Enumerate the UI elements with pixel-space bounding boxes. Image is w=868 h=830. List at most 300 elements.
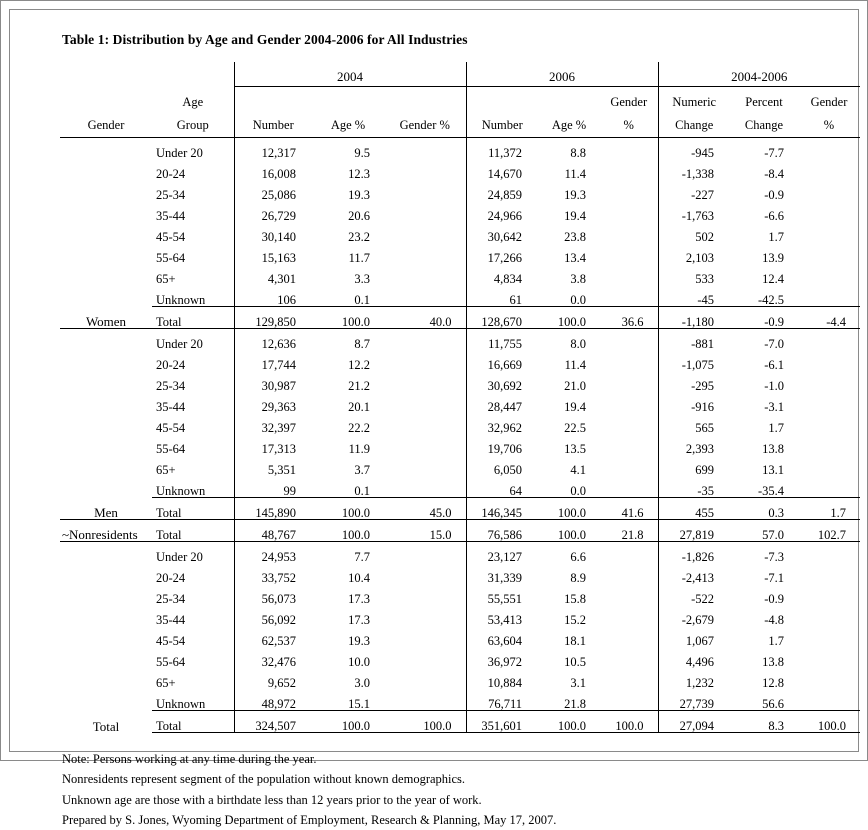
cell-gender-change <box>798 350 860 371</box>
cell-number-2004: 324,507 <box>234 711 312 733</box>
table-row <box>60 520 860 542</box>
cell-age-pct-2006: 8.9 <box>570 570 586 585</box>
cell-percent-change: -35.4 <box>757 483 784 498</box>
cell-gender-pct-2006 <box>600 563 658 584</box>
cell-age-group: 25-34 <box>156 378 186 393</box>
cell-percent-change: 12.8 <box>762 675 784 690</box>
cell-gender-pct-2006 <box>600 138 658 160</box>
cell-percent-change: 13.8 <box>762 654 784 669</box>
cell-age-pct-2006: 19.4 <box>564 208 586 223</box>
cell-number-2006: 11,755 <box>466 329 538 351</box>
cell-age-group: 55-64 <box>156 441 186 456</box>
cell-age-pct-2006: 13.4 <box>564 250 586 265</box>
cell-age-pct-2004: 20.6 <box>348 208 370 223</box>
cell-number-2004: 25,086 <box>234 180 312 201</box>
table-notes <box>60 749 820 830</box>
cell-number-2006: 14,670 <box>466 159 538 180</box>
cell-gender-pct-2006 <box>600 668 658 689</box>
section-label-total: Total <box>60 542 152 733</box>
group-header-change: 2004-2006 <box>658 62 860 87</box>
cell-percent-change: -7.1 <box>764 570 784 585</box>
cell-number-2006: 128,670 <box>466 307 538 329</box>
cell-numeric-change: 699 <box>658 455 730 476</box>
cell-numeric-change: -522 <box>658 584 730 605</box>
cell-numeric-change: -2,679 <box>658 605 730 626</box>
cell-gender-change <box>798 285 860 307</box>
cell-gender-pct-2004 <box>384 371 466 392</box>
cell-gender-pct-2006: 36.6 <box>600 307 658 329</box>
cell-number-2006: 28,447 <box>466 392 538 413</box>
cell-gender-pct-2004 <box>384 434 466 455</box>
cell-age-pct-2006: 11.4 <box>564 357 586 372</box>
table-row <box>60 371 860 392</box>
note-line: Prepared by S. Jones, Wyoming Department of Employment, Research & Planning, May 17, 2007. <box>62 812 557 827</box>
blank-cell <box>60 87 152 111</box>
column-header-row-1 <box>60 87 860 111</box>
blank-cell <box>312 87 384 111</box>
cell-percent-change: -0.9 <box>764 591 784 606</box>
cell-number-2004: 62,537 <box>234 626 312 647</box>
note-line: Note: Persons working at any time during the year. <box>62 752 317 766</box>
cell-age-pct-2004: 20.1 <box>348 399 370 414</box>
cell-number-2004: 32,397 <box>234 413 312 434</box>
cell-number-2004: 24,953 <box>234 542 312 564</box>
col-head-gender-change-line2: % <box>823 117 835 132</box>
section-label-men: Men <box>60 329 152 520</box>
document-inner-frame <box>9 9 859 827</box>
cell-percent-change: -4.8 <box>764 612 784 627</box>
cell-number-2004: 16,008 <box>234 159 312 180</box>
blank-cell <box>152 62 234 87</box>
table-row <box>60 434 860 455</box>
table-header-group <box>60 62 860 138</box>
cell-numeric-change: 2,103 <box>658 243 730 264</box>
cell-number-2006: 36,972 <box>466 647 538 668</box>
cell-age-pct-2006: 11.4 <box>564 166 586 181</box>
cell-number-2004: 15,163 <box>234 243 312 264</box>
cell-age-pct-2006: 10.5 <box>564 654 586 669</box>
distribution-table <box>60 62 860 733</box>
table-row <box>60 350 860 371</box>
table-row <box>60 243 860 264</box>
cell-number-2006: 11,372 <box>466 138 538 160</box>
cell-age-pct-2006: 19.4 <box>564 399 586 414</box>
cell-number-2004: 12,317 <box>234 138 312 160</box>
cell-gender-pct-2006 <box>600 455 658 476</box>
cell-percent-change: 1.7 <box>768 229 784 244</box>
cell-age-group: 65+ <box>156 462 176 477</box>
cell-numeric-change: 27,739 <box>658 689 730 711</box>
cell-age-pct-2004: 0.1 <box>354 292 370 307</box>
table-row <box>60 138 860 160</box>
cell-gender-change: 100.0 <box>798 711 860 733</box>
col-head-age-group-line2: Group <box>176 117 209 132</box>
cell-gender-pct-2004 <box>384 647 466 668</box>
table-row <box>60 159 860 180</box>
cell-gender-change <box>798 605 860 626</box>
cell-age-group: 35-44 <box>156 612 186 627</box>
cell-number-2006: 10,884 <box>466 668 538 689</box>
cell-age-pct-2004: 0.1 <box>354 483 370 498</box>
cell-percent-change: 57.0 <box>730 520 798 542</box>
cell-gender-change <box>798 434 860 455</box>
cell-percent-change: 0.3 <box>730 498 798 520</box>
cell-age-group: 65+ <box>156 271 176 286</box>
cell-number-2006: 63,604 <box>466 626 538 647</box>
cell-number-2004: 12,636 <box>234 329 312 351</box>
cell-number-2006: 16,669 <box>466 350 538 371</box>
cell-age-group: Total <box>152 711 234 733</box>
cell-gender-pct-2006 <box>600 159 658 180</box>
cell-percent-change: 13.8 <box>762 441 784 456</box>
cell-gender-pct-2004 <box>384 605 466 626</box>
note-line: Nonresidents represent segment of the population without known demographics. <box>62 772 466 787</box>
cell-gender-pct-2004 <box>384 350 466 371</box>
col-head-percent-change-line2: Change <box>744 117 784 132</box>
table-row <box>60 498 860 520</box>
cell-age-group: 45-54 <box>156 420 186 435</box>
cell-age-pct-2006: 13.5 <box>564 441 586 456</box>
cell-gender-pct-2004 <box>384 626 466 647</box>
table-row <box>60 201 860 222</box>
cell-number-2006: 55,551 <box>466 584 538 605</box>
cell-percent-change: -6.1 <box>764 357 784 372</box>
cell-numeric-change: -1,180 <box>658 307 730 329</box>
cell-age-pct-2004: 100.0 <box>312 711 384 733</box>
table-row <box>60 285 860 307</box>
cell-number-2006: 4,834 <box>466 264 538 285</box>
cell-gender-pct-2004 <box>384 455 466 476</box>
cell-age-pct-2004: 12.3 <box>348 166 370 181</box>
column-header-row-2 <box>60 110 860 133</box>
cell-number-2006: 76,711 <box>466 689 538 711</box>
cell-age-pct-2006: 0.0 <box>570 292 586 307</box>
cell-age-pct-2004: 11.7 <box>348 250 370 265</box>
table-row <box>60 647 860 668</box>
col-head-numeric-change-line1: Numeric <box>658 87 730 111</box>
col-head-gender: Gender <box>87 117 125 132</box>
cell-age-group: 65+ <box>156 675 176 690</box>
cell-age-pct-2004: 3.3 <box>354 271 370 286</box>
cell-gender-change <box>798 668 860 689</box>
cell-gender-pct-2004 <box>384 413 466 434</box>
cell-age-pct-2004: 10.4 <box>348 570 370 585</box>
cell-percent-change: -8.4 <box>764 166 784 181</box>
cell-gender-pct-2004 <box>384 285 466 307</box>
cell-gender-change <box>798 159 860 180</box>
cell-age-pct-2004: 19.3 <box>348 187 370 202</box>
cell-number-2006: 64 <box>466 476 538 498</box>
cell-age-pct-2006: 3.8 <box>570 271 586 286</box>
table-row <box>60 264 860 285</box>
cell-age-pct-2006: 8.8 <box>570 145 586 160</box>
cell-gender-pct-2006: 100.0 <box>600 711 658 733</box>
cell-age-pct-2004: 21.2 <box>348 378 370 393</box>
cell-numeric-change: -35 <box>658 476 730 498</box>
cell-age-pct-2006: 15.8 <box>564 591 586 606</box>
cell-age-pct-2006: 0.0 <box>570 483 586 498</box>
cell-age-pct-2004: 8.7 <box>312 329 384 351</box>
cell-numeric-change: -45 <box>658 285 730 307</box>
cell-age-group: 45-54 <box>156 633 186 648</box>
cell-age-group: Under 20 <box>152 329 234 351</box>
table-row <box>60 455 860 476</box>
cell-gender-pct-2004: 45.0 <box>384 498 466 520</box>
cell-gender-pct-2004: 40.0 <box>384 307 466 329</box>
col-head-age-group-line1: Age <box>182 94 204 109</box>
group-header-2006: 2006 <box>466 62 658 87</box>
cell-gender-pct-2004 <box>384 689 466 711</box>
cell-age-pct-2004: 100.0 <box>312 520 384 542</box>
cell-gender-pct-2006 <box>600 542 658 564</box>
cell-gender-pct-2004: 100.0 <box>384 711 466 733</box>
cell-gender-pct-2006 <box>600 476 658 498</box>
table-row <box>60 329 860 351</box>
cell-gender-pct-2006 <box>600 243 658 264</box>
col-head-gender-pct-2006-line1: Gender <box>610 94 648 109</box>
cell-percent-change: 13.1 <box>762 462 784 477</box>
cell-number-2004: 48,972 <box>234 689 312 711</box>
col-head-gender-change-line1: Gender <box>810 94 848 109</box>
cell-number-2006: 31,339 <box>466 563 538 584</box>
cell-gender-pct-2006 <box>600 285 658 307</box>
cell-age-pct-2006: 21.8 <box>564 696 586 711</box>
cell-gender-pct-2006: 21.8 <box>600 520 658 542</box>
cell-numeric-change: 1,232 <box>658 668 730 689</box>
cell-gender-pct-2004 <box>384 159 466 180</box>
cell-numeric-change: 502 <box>658 222 730 243</box>
cell-age-group: Unknown <box>156 483 206 498</box>
col-head-percent-change-line1: Percent <box>745 94 783 109</box>
cell-percent-change: -3.1 <box>764 399 784 414</box>
col-head-gender-pct-2004: Gender % <box>399 117 450 132</box>
cell-numeric-change: -916 <box>658 392 730 413</box>
cell-numeric-change: -1,075 <box>658 350 730 371</box>
cell-age-pct-2004: 12.2 <box>348 357 370 372</box>
cell-gender-pct-2006 <box>600 647 658 668</box>
cell-gender-change <box>798 584 860 605</box>
col-head-number-2006: Number <box>466 110 538 133</box>
cell-age-pct-2006: 3.1 <box>570 675 586 690</box>
cell-gender-change: -4.4 <box>798 307 860 329</box>
table-body <box>60 138 860 733</box>
cell-gender-change <box>798 392 860 413</box>
table-row <box>60 307 860 329</box>
cell-age-group: 20-24 <box>156 166 186 181</box>
cell-age-pct-2006: 21.0 <box>564 378 586 393</box>
cell-percent-change: -1.0 <box>764 378 784 393</box>
cell-gender-pct-2006: 41.6 <box>600 498 658 520</box>
cell-number-2006: 351,601 <box>466 711 538 733</box>
cell-number-2006: 76,586 <box>466 520 538 542</box>
section-label-nonresidents: ~Nonresidents <box>60 520 152 542</box>
cell-age-group: 25-34 <box>156 591 186 606</box>
cell-gender-pct-2004 <box>384 138 466 160</box>
cell-age-pct-2006: 6.6 <box>538 542 600 564</box>
cell-gender-pct-2004 <box>384 243 466 264</box>
cell-gender-change <box>798 243 860 264</box>
cell-percent-change: 1.7 <box>768 633 784 648</box>
cell-age-pct-2006: 100.0 <box>538 711 600 733</box>
cell-number-2006: 24,966 <box>466 201 538 222</box>
cell-number-2006: 23,127 <box>466 542 538 564</box>
cell-age-pct-2004: 11.9 <box>348 441 370 456</box>
section-label-women: Women <box>85 314 127 329</box>
cell-number-2004: 106 <box>234 285 312 307</box>
cell-gender-pct-2004 <box>384 542 466 564</box>
cell-gender-change <box>798 371 860 392</box>
cell-gender-change <box>798 455 860 476</box>
cell-number-2004: 99 <box>234 476 312 498</box>
cell-gender-pct-2004 <box>384 180 466 201</box>
cell-gender-change: 102.7 <box>798 520 860 542</box>
cell-gender-pct-2006 <box>600 413 658 434</box>
table-row <box>60 711 860 733</box>
cell-numeric-change: 27,094 <box>658 711 730 733</box>
cell-gender-pct-2006 <box>600 222 658 243</box>
cell-age-group: Total <box>152 307 234 329</box>
table-row <box>60 542 860 564</box>
cell-gender-pct-2004 <box>384 264 466 285</box>
cell-age-pct-2004: 17.3 <box>348 591 370 606</box>
cell-number-2004: 145,890 <box>234 498 312 520</box>
cell-numeric-change: -945 <box>658 138 730 160</box>
cell-number-2006: 17,266 <box>466 243 538 264</box>
table-row <box>60 180 860 201</box>
cell-percent-change: 13.9 <box>762 250 784 265</box>
col-head-numeric-change-line2: Change <box>658 110 730 133</box>
cell-numeric-change: -227 <box>658 180 730 201</box>
cell-number-2004: 5,351 <box>234 455 312 476</box>
blank-cell <box>384 87 466 111</box>
blank-cell <box>466 87 538 111</box>
cell-gender-pct-2004 <box>384 392 466 413</box>
cell-numeric-change: 1,067 <box>658 626 730 647</box>
cell-number-2006: 19,706 <box>466 434 538 455</box>
cell-number-2006: 61 <box>466 285 538 307</box>
cell-gender-change <box>798 626 860 647</box>
cell-age-pct-2004: 3.7 <box>354 462 370 477</box>
blank-cell <box>234 87 312 111</box>
col-head-age-pct-2004: Age % <box>330 117 366 132</box>
col-head-number-2004: Number <box>234 110 312 133</box>
cell-numeric-change: 27,819 <box>658 520 730 542</box>
cell-gender-pct-2006 <box>600 605 658 626</box>
cell-numeric-change: 2,393 <box>658 434 730 455</box>
cell-number-2006: 30,692 <box>466 371 538 392</box>
cell-numeric-change: -2,413 <box>658 563 730 584</box>
cell-number-2006: 146,345 <box>466 498 538 520</box>
cell-numeric-change: 565 <box>658 413 730 434</box>
cell-age-pct-2004: 10.0 <box>348 654 370 669</box>
cell-age-pct-2006: 19.3 <box>564 187 586 202</box>
cell-age-group: Total <box>152 520 234 542</box>
cell-percent-change: 8.3 <box>730 711 798 733</box>
cell-gender-pct-2006 <box>600 350 658 371</box>
cell-percent-change: -7.3 <box>730 542 798 564</box>
cell-age-group: 20-24 <box>156 570 186 585</box>
cell-number-2004: 33,752 <box>234 563 312 584</box>
cell-percent-change: -7.0 <box>730 329 798 351</box>
cell-age-group: Under 20 <box>152 542 234 564</box>
cell-percent-change: -0.9 <box>730 307 798 329</box>
cell-gender-pct-2006 <box>600 392 658 413</box>
cell-gender-change <box>798 222 860 243</box>
cell-age-pct-2004: 100.0 <box>312 307 384 329</box>
cell-age-pct-2004: 19.3 <box>348 633 370 648</box>
cell-numeric-change: -1,826 <box>658 542 730 564</box>
table-row <box>60 413 860 434</box>
cell-number-2004: 9,652 <box>234 668 312 689</box>
cell-gender-pct-2006 <box>600 180 658 201</box>
cell-gender-pct-2004: 15.0 <box>384 520 466 542</box>
cell-number-2004: 17,744 <box>234 350 312 371</box>
cell-number-2004: 30,140 <box>234 222 312 243</box>
table-row <box>60 605 860 626</box>
cell-percent-change: -6.6 <box>764 208 784 223</box>
cell-gender-pct-2006 <box>600 626 658 647</box>
cell-age-pct-2004: 17.3 <box>348 612 370 627</box>
cell-age-pct-2006: 23.8 <box>564 229 586 244</box>
cell-number-2006: 53,413 <box>466 605 538 626</box>
blank-cell <box>60 62 152 87</box>
cell-number-2006: 30,642 <box>466 222 538 243</box>
group-header-row <box>60 62 860 87</box>
cell-number-2006: 6,050 <box>466 455 538 476</box>
cell-number-2006: 24,859 <box>466 180 538 201</box>
cell-age-group: 20-24 <box>156 357 186 372</box>
cell-age-pct-2004: 15.1 <box>348 696 370 711</box>
cell-age-pct-2006: 4.1 <box>570 462 586 477</box>
table-title: Table 1: Distribution by Age and Gender 2004-2006 for All Industries <box>62 32 468 47</box>
cell-number-2004: 32,476 <box>234 647 312 668</box>
col-head-gender-pct-2006-line2: % <box>623 117 634 132</box>
cell-age-group: 25-34 <box>156 187 186 202</box>
cell-number-2004: 56,073 <box>234 584 312 605</box>
cell-age-pct-2006: 100.0 <box>538 498 600 520</box>
cell-gender-change <box>798 476 860 498</box>
cell-number-2006: 32,962 <box>466 413 538 434</box>
cell-numeric-change: 533 <box>658 264 730 285</box>
cell-gender-pct-2006 <box>600 371 658 392</box>
cell-age-pct-2006: 8.0 <box>538 329 600 351</box>
cell-number-2004: 30,987 <box>234 371 312 392</box>
cell-gender-change <box>798 413 860 434</box>
cell-age-group: 55-64 <box>156 250 186 265</box>
cell-number-2004: 29,363 <box>234 392 312 413</box>
cell-percent-change: 12.4 <box>762 271 784 286</box>
note-line: Unknown age are those with a birthdate less than 12 years prior to the year of work. <box>62 792 482 807</box>
table-row <box>60 584 860 605</box>
cell-gender-pct-2006 <box>600 201 658 222</box>
table-row <box>60 563 860 584</box>
cell-age-pct-2004: 22.2 <box>348 420 370 435</box>
cell-gender-pct-2006 <box>600 329 658 351</box>
cell-gender-change <box>798 138 860 160</box>
cell-gender-pct-2006 <box>600 434 658 455</box>
cell-age-group: Under 20 <box>156 145 203 160</box>
cell-numeric-change: -1,763 <box>658 201 730 222</box>
cell-age-pct-2004: 100.0 <box>312 498 384 520</box>
cell-gender-change <box>798 542 860 564</box>
cell-age-pct-2006: 22.5 <box>564 420 586 435</box>
cell-gender-pct-2006 <box>600 689 658 711</box>
cell-age-group: 35-44 <box>156 208 186 223</box>
cell-number-2004: 26,729 <box>234 201 312 222</box>
cell-percent-change: 56.6 <box>762 696 784 711</box>
table-row <box>60 476 860 498</box>
cell-age-group: 45-54 <box>156 229 186 244</box>
